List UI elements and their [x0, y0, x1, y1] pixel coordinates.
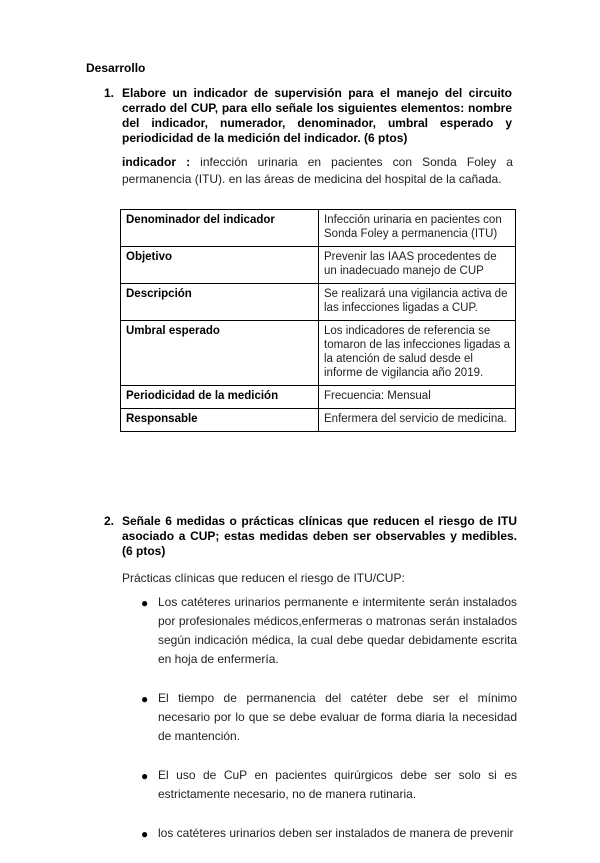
- section-heading: Desarrollo: [86, 61, 146, 75]
- row-key: Denominador del indicador: [121, 210, 319, 247]
- row-key: Periodicidad de la medición: [121, 386, 319, 409]
- row-key: Objetivo: [121, 247, 319, 284]
- list-item-text: El uso de CuP en pacientes quirúrgicos debe ser solo si es estrictamente necesario, no de manera rutinaria.: [158, 768, 517, 801]
- table-row: [121, 210, 516, 247]
- table-row: [121, 386, 516, 409]
- list-item: [137, 766, 517, 804]
- table-row: [121, 247, 516, 284]
- question-2-text: Señale 6 medidas o prácticas clínicas que reducen el riesgo de ITU asociado a CUP; estas medidas deben ser observables y medibles. (6 ptos): [122, 514, 517, 558]
- row-key: Responsable: [121, 409, 319, 432]
- question-1-number: 1.: [104, 86, 115, 100]
- list-item: [137, 824, 517, 843]
- indicator-table: [120, 209, 516, 432]
- practices-intro: Prácticas clínicas que reducen el riesgo de ITU/CUP:: [122, 571, 405, 585]
- list-item-text: Los catéteres urinarios permanente e intermitente serán instalados por profesionales médicos,enfermeras o matronas serán instalados según indicación médica, la cual debe quedar debidamente escrita en hoja de enfermería.: [158, 595, 517, 666]
- row-value: Infección urinaria en pacientes con Sonda Foley a permanencia (ITU): [319, 210, 516, 247]
- list-item-text: El tiempo de permanencia del catéter debe ser el mínimo necesario por lo que se debe evaluar de forma diaria la necesidad de mantención.: [158, 691, 517, 743]
- row-key: Descripción: [121, 284, 319, 321]
- indicator-text: infección urinaria en pacientes con Sonda Foley a permanencia (ITU). en las áreas de medicina del hospital de la cañada.: [122, 155, 513, 186]
- row-value: Los indicadores de referencia se tomaron de las infecciones ligadas a la atención de salud desde el informe de vigilancia año 2019.: [319, 321, 516, 386]
- table-row: [121, 321, 516, 386]
- row-value: Enfermera del servicio de medicina.: [319, 409, 516, 432]
- list-item: [137, 689, 517, 746]
- bullet-icon: ●: [141, 769, 149, 783]
- table-row: [121, 409, 516, 432]
- bullet-icon: ●: [141, 596, 149, 610]
- bullet-icon: ●: [141, 692, 149, 706]
- indicator-paragraph: [122, 154, 513, 188]
- bullet-icon: ●: [141, 827, 149, 841]
- practices-list: [137, 593, 517, 863]
- list-item-text: los catéteres urinarios deben ser instalados de manera de prevenir: [158, 826, 514, 840]
- row-key: Umbral esperado: [121, 321, 319, 386]
- row-value: Se realizará una vigilancia activa de las infecciones ligadas a CUP.: [319, 284, 516, 321]
- question-2-number: 2.: [104, 514, 115, 528]
- question-1-text: Elabore un indicador de supervisión para el manejo del circuito cerrado del CUP, para ello señale los siguientes elementos: nombre del indicador, numerador, denominador, umbral esperado y periodicidad de la medición del indicador. (6 ptos): [122, 86, 512, 145]
- row-value: Frecuencia: Mensual: [319, 386, 516, 409]
- table-row: [121, 284, 516, 321]
- list-item: [137, 593, 517, 669]
- indicator-label: indicador :: [122, 155, 191, 169]
- row-value: Prevenir las IAAS procedentes de un inadecuado manejo de CUP: [319, 247, 516, 284]
